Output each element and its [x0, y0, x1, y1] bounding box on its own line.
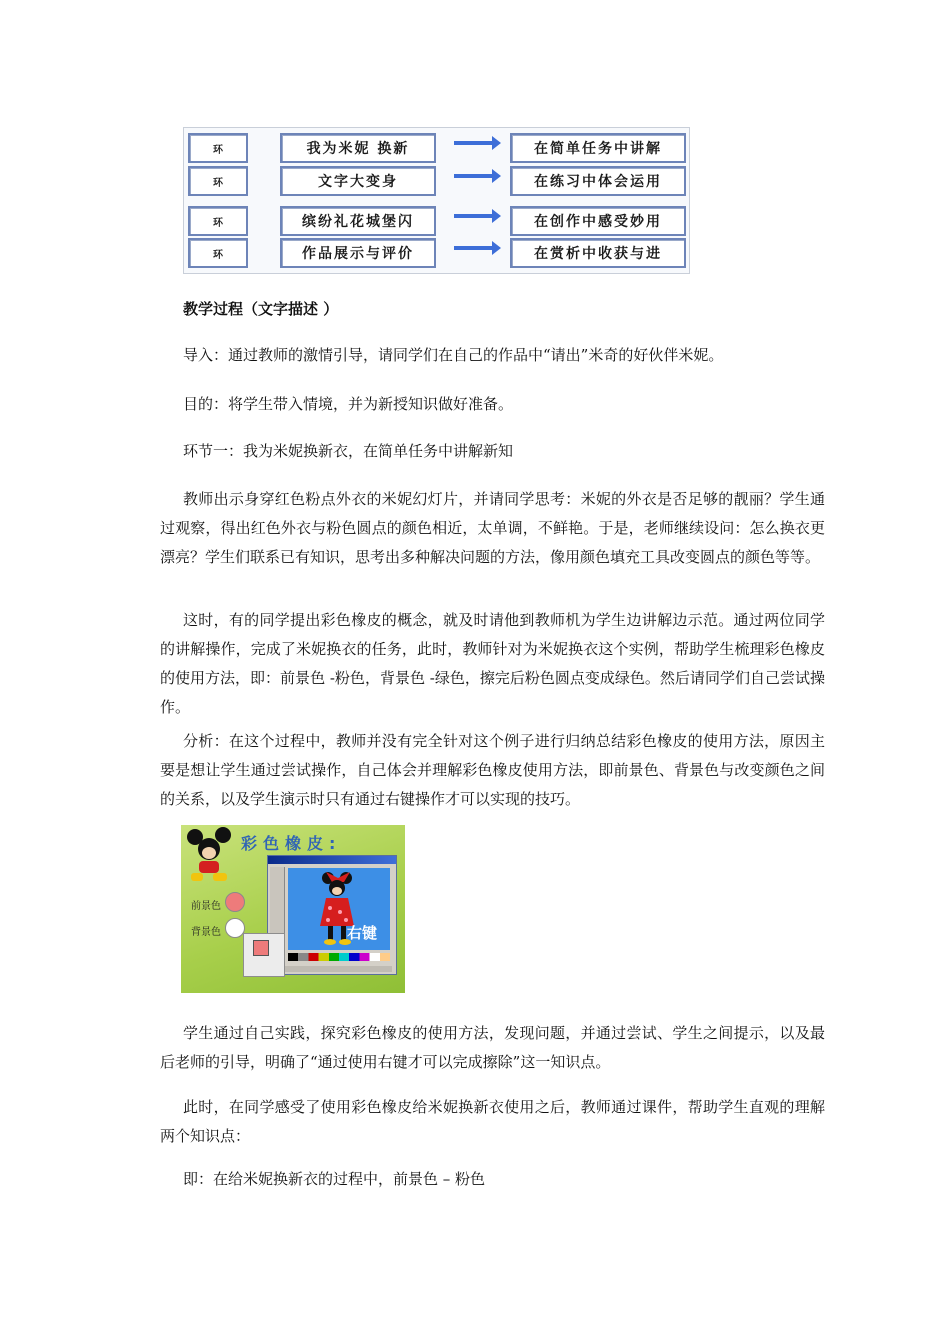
flow-activity: 我为米妮 换新: [280, 133, 436, 163]
flow-step-label: 环: [188, 166, 248, 196]
title-bar: [268, 856, 396, 864]
illustration-title: 彩色橡皮:: [241, 834, 342, 853]
right-click-label: 右键: [347, 924, 378, 942]
arrow-right-icon: [454, 141, 494, 145]
color-selector: [243, 933, 285, 977]
paragraph-5: 此时，在同学感受了使用彩色橡皮给米妮换新衣使用之后，教师通过课件，帮助学生直观的理解两个知识点：: [160, 1098, 825, 1145]
arrow-right-icon: [454, 246, 494, 250]
flow-activity: 缤纷礼花城堡闪: [280, 206, 436, 236]
flow-goal: 在简单任务中讲解: [510, 133, 686, 163]
paragraph-2: 这时，有的同学提出彩色橡皮的概念，就及时请他到教师机为学生边讲解边示范。通过两位同学的讲解操作，完成了米妮换衣的任务，此时，教师针对为米妮换衣这个实例，帮助学生梳理彩色橡皮的使用方法，即：前景色 -粉色，背景色 -绿色，擦完后粉色圆点变成绿色。然后请同学们自己尝试操作。: [160, 611, 825, 716]
flow-goal: 在创作中感受妙用: [510, 206, 686, 236]
background-swatch: [225, 918, 245, 938]
paragraph-1: 教师出示身穿红色粉点外衣的米妮幻灯片，并请同学思考：米妮的外衣是否足够的靓丽？学生通过观察，得出红色外衣与粉色圆点的颜色相近，太单调，不鲜艳。于是，老师继续设问：怎么换衣更漂亮？学生们联系已有知识，思考出多种解决问题的方法，像用颜色填充工具改变圆点的颜色等等。: [160, 490, 825, 566]
flow-goal: 在赏析中收获与进: [510, 238, 686, 268]
courseware-screenshot: [181, 825, 405, 993]
paragraph-4: 学生通过自己实践，探究彩色橡皮的使用方法，发现问题，并通过尝试、学生之间提示，以及最后老师的引导，明确了“通过使用右键才可以完成擦除”这一知识点。: [160, 1024, 825, 1071]
paint-window: [267, 855, 397, 975]
flow-goal: 在练习中体会运用: [510, 166, 686, 196]
mickey-icon: [185, 827, 237, 889]
flow-step-label: 环: [188, 238, 248, 268]
paragraph-3: 分析：在这个过程中，教师并没有完全针对这个例子进行归纳总结彩色橡皮的使用方法，原因主要是想让学生通过尝试操作，自己体会并理解彩色橡皮使用方法，即前景色、背景色与改变颜色之间的关系，以及学生演示时只有通过右键操作才可以实现的技巧。: [160, 732, 825, 808]
arrow-right-icon: [454, 214, 494, 218]
intro-line: 导入：通过教师的激情引导，请同学们在自己的作品中“请出”米奇的好伙伴米妮。: [183, 346, 724, 364]
section-heading: 教学过程（文字描述 ）: [183, 300, 339, 318]
flow-diagram: [183, 127, 690, 274]
last-line: 即：在给米妮换新衣的过程中，前景色 – 粉色: [183, 1170, 486, 1188]
flow-step-label: 环: [188, 133, 248, 163]
section1-line: 环节一：我为米妮换新衣，在简单任务中讲解新知: [183, 442, 514, 460]
flow-step-label: 环: [188, 206, 248, 236]
foreground-color-box: [253, 940, 269, 956]
flow-activity: 文字大变身: [280, 166, 436, 196]
foreground-swatch: [225, 892, 245, 912]
purpose-line: 目的：将学生带入情境，并为新授知识做好准备。: [183, 395, 514, 413]
background-label: 背景色: [191, 927, 221, 938]
color-palette: [288, 953, 390, 961]
flow-activity: 作品展示与评价: [280, 238, 436, 268]
status-bar: [270, 966, 392, 972]
foreground-label: 前景色: [191, 901, 221, 912]
arrow-right-icon: [454, 174, 494, 178]
